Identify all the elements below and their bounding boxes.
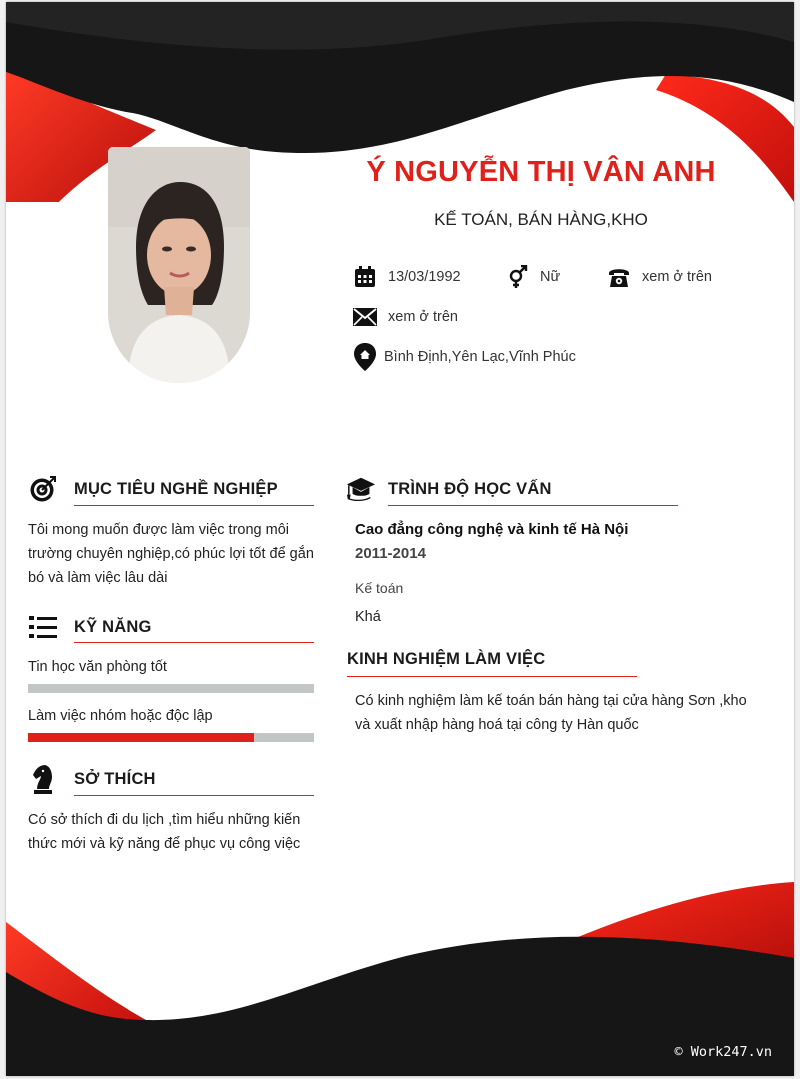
experience-text (355, 689, 785, 737)
skills-title: KỸ NĂNG (74, 617, 152, 636)
skill-level-fill (28, 733, 254, 742)
gender-info (504, 264, 560, 290)
objective-line: Tôi mong muốn được làm việc trong môi (28, 522, 289, 538)
school-years: 2011-2014 (355, 545, 426, 562)
skill-level-bar (28, 684, 314, 693)
email-info (352, 304, 458, 330)
envelope-icon (352, 304, 378, 330)
skills-heading (28, 612, 152, 642)
experience-underline (347, 676, 637, 677)
experience-title: KINH NGHIỆM LÀM VIỆC (347, 650, 546, 668)
phone-text: xem ở trên (642, 269, 712, 285)
skills-underline (74, 642, 314, 643)
birthdate-info (352, 264, 461, 290)
hobbies-text (28, 808, 328, 856)
graduation-cap-icon (346, 474, 376, 504)
objective-line: trường chuyên nghiệp,có phúc lợi tốt để gắn (28, 546, 314, 562)
education-underline (388, 505, 678, 506)
email-text: xem ở trên (388, 309, 458, 325)
address-info (352, 344, 576, 370)
objective-underline (74, 505, 314, 506)
birthdate-text: 13/03/1992 (388, 269, 461, 285)
phone-info (606, 264, 712, 290)
phone-icon (606, 264, 632, 290)
gender-icon (504, 264, 530, 290)
grade: Khá (355, 609, 381, 625)
education-heading (346, 474, 552, 504)
address-text: Bình Định,Yên Lạc,Vĩnh Phúc (384, 349, 576, 365)
major: Kế toán (355, 580, 404, 596)
watermark: © Work247.vn (674, 1044, 772, 1060)
candidate-name: Ý NGUYỄN THỊ VÂN ANH (366, 156, 716, 188)
skill-name: Làm việc nhóm hoặc độc lập (28, 708, 213, 724)
objective-text (28, 518, 328, 590)
education-title: TRÌNH ĐỘ HỌC VẤN (388, 479, 552, 498)
hobbies-line: Có sở thích đi du lịch ,tìm hiểu những kiến (28, 812, 301, 828)
location-pin-icon (352, 344, 378, 370)
hobbies-title: SỞ THÍCH (74, 769, 156, 788)
gender-text: Nữ (540, 269, 561, 285)
experience-line: Có kinh nghiệm làm kế toán bán hàng tại cửa hàng Sơn ,kho (355, 693, 747, 709)
objective-heading (28, 474, 278, 504)
experience-line: và xuất nhập hàng hoá tại công ty Hàn quốc (355, 717, 639, 733)
job-title: KẾ TOÁN, BÁN HÀNG,KHO (434, 210, 648, 229)
school-name: Cao đẳng công nghệ và kinh tế Hà Nội (355, 521, 629, 538)
hobbies-line: thức mới và kỹ năng để phục vụ công việc (28, 836, 301, 852)
objective-title: MỤC TIÊU NGHỀ NGHIỆP (74, 479, 278, 498)
calendar-icon (352, 264, 378, 290)
profile-photo (108, 147, 250, 383)
objective-line: bó và làm việc lâu dài (28, 570, 168, 586)
skill-name: Tin học văn phòng tốt (28, 659, 167, 675)
skill-level-bar (28, 733, 314, 742)
cv-page (6, 2, 794, 1076)
hobbies-heading (28, 764, 156, 794)
hobbies-underline (74, 795, 314, 796)
list-icon (28, 612, 58, 642)
chess-knight-icon (28, 764, 58, 794)
target-icon (28, 474, 58, 504)
